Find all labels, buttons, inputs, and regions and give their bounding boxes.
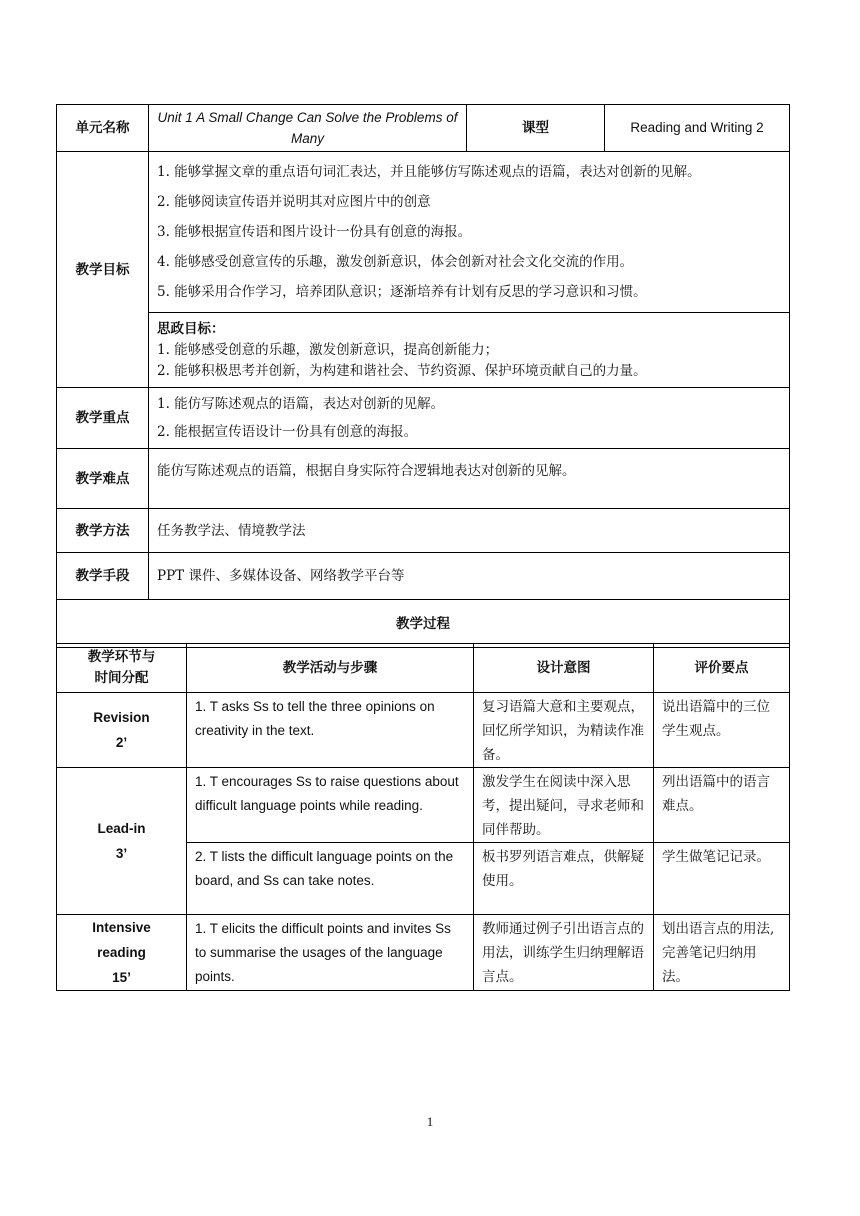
key-point-item: 1. 能仿写陈述观点的语篇，表达对创新的见解。 — [157, 396, 445, 412]
key-point-item: 2. 能根据宣传语设计一份具有创意的海报。 — [157, 424, 418, 440]
ideology-title: 思政目标： — [157, 320, 225, 337]
evaluation-cell: 说出语篇中的三位学生观点。 — [654, 693, 790, 768]
unit-row — [57, 105, 790, 152]
objectives-label: 教学目标 — [57, 152, 149, 388]
lesson-info-table — [56, 104, 790, 648]
evaluation-cell: 学生做笔记记录。 — [654, 843, 790, 915]
intent-cell: 教师通过例子引出语言点的用法，训练学生归纳理解语言点。 — [474, 915, 654, 991]
table-row — [57, 768, 790, 843]
method-label: 教学方法 — [57, 509, 149, 553]
means-row — [57, 553, 790, 600]
stage-cell: Revision 2’ — [57, 693, 187, 768]
objective-item: 3. 能够根据宣传语和图片设计一份具有创意的海报。 — [157, 224, 472, 240]
ideology-row — [57, 313, 790, 388]
objective-item: 4. 能够感受创意宣传的乐趣，激发创新意识，体会创新对社会文化交流的作用。 — [157, 254, 634, 270]
lesson-type-label: 课型 — [467, 105, 605, 152]
intent-cell: 复习语篇大意和主要观点，回忆所学知识，为精读作准备。 — [474, 693, 654, 768]
method-row — [57, 509, 790, 553]
lesson-type-value: Reading and Writing 2 — [605, 105, 790, 152]
means-label: 教学手段 — [57, 553, 149, 600]
difficulty-text: 能仿写陈述观点的语篇，根据自身实际符合逻辑地表达对创新的见解。 — [149, 449, 790, 509]
teaching-process-table — [56, 643, 790, 991]
objective-item: 2. 能够阅读宣传语并说明其对应图片中的创意 — [157, 194, 431, 210]
key-points-row — [57, 388, 790, 449]
activity-header: 教学活动与步骤 — [187, 644, 474, 693]
activity-cell: 1. T encourages Ss to raise questions about difficult language points while reading. — [187, 768, 474, 843]
process-title-row — [57, 600, 790, 648]
evaluation-header: 评价要点 — [654, 644, 790, 693]
page-number: 1 — [426, 1114, 434, 1129]
ideology-cell — [149, 313, 790, 388]
intent-cell: 板书罗列语言难点，供解疑使用。 — [474, 843, 654, 915]
evaluation-cell: 列出语篇中的语言难点。 — [654, 768, 790, 843]
means-text: PPT 课件、多媒体设备、网络教学平台等 — [149, 553, 790, 600]
difficulty-label: 教学难点 — [57, 449, 149, 509]
unit-title: Unit 1 A Small Change Can Solve the Problems of Many — [149, 105, 467, 152]
ideology-item: 1. 能够感受创意的乐趣，激发创新意识，提高创新能力； — [157, 341, 499, 358]
ideology-item: 2. 能够积极思考并创新，为构建和谐社会、节约资源、保护环境贡献自己的力量。 — [157, 362, 647, 379]
table-row — [57, 693, 790, 768]
process-header-row — [57, 644, 790, 693]
activity-cell: 1. T elicits the difficult points and invites Ss to summarise the usages of the language points. — [187, 915, 474, 991]
activity-cell: 2. T lists the difficult language points on the board, and Ss can take notes. — [187, 843, 474, 915]
stage-header: 教学环节与 时间分配 — [57, 644, 187, 693]
objective-item: 1. 能够掌握文章的重点语句词汇表达，并且能够仿写陈述观点的语篇，表达对创新的见解。 — [157, 164, 701, 180]
activity-cell: 1. T asks Ss to tell the three opinions on creativity in the text. — [187, 693, 474, 768]
intent-header: 设计意图 — [474, 644, 654, 693]
key-points-label: 教学重点 — [57, 388, 149, 449]
objectives-cell — [149, 152, 790, 313]
table-row — [57, 915, 790, 991]
key-points-cell — [149, 388, 790, 449]
stage-cell: Lead-in 3’ — [57, 768, 187, 915]
difficulty-row — [57, 449, 790, 509]
stage-cell: Intensive reading 15’ — [57, 915, 187, 991]
process-title: 教学过程 — [57, 600, 790, 648]
unit-label: 单元名称 — [57, 105, 149, 152]
objective-item: 5. 能够采用合作学习，培养团队意识；逐渐培养有计划有反思的学习意识和习惯。 — [157, 284, 647, 300]
objectives-row — [57, 152, 790, 313]
evaluation-cell: 划出语言点的用法,完善笔记归纳用法。 — [654, 915, 790, 991]
intent-cell: 激发学生在阅读中深入思考，提出疑问，寻求老师和同伴帮助。 — [474, 768, 654, 843]
method-text: 任务教学法、情境教学法 — [149, 509, 790, 553]
